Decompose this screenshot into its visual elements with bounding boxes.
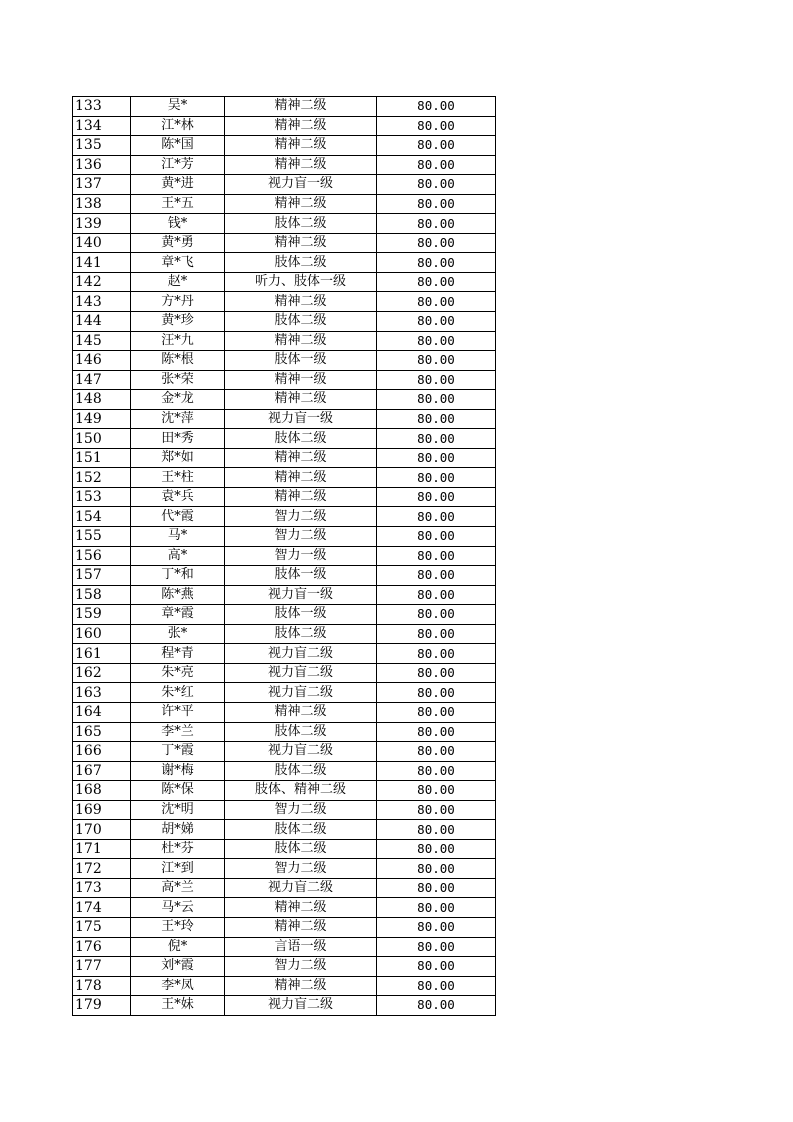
- name-cell: 沈*萍: [131, 409, 225, 429]
- amount-cell: 80.00: [377, 742, 496, 762]
- table-row: [73, 937, 496, 957]
- table-row: [73, 253, 496, 273]
- table-row: [73, 136, 496, 156]
- name-cell: 金*龙: [131, 390, 225, 410]
- disability-type-cell: 肢体、精神二级: [225, 781, 377, 801]
- row-number-cell: 167: [73, 761, 131, 781]
- amount-cell: 80.00: [377, 957, 496, 977]
- table-row: [73, 331, 496, 351]
- amount-cell: 80.00: [377, 312, 496, 332]
- name-cell: 高*: [131, 546, 225, 566]
- row-number-cell: 154: [73, 507, 131, 527]
- disability-type-cell: 肢体一级: [225, 351, 377, 371]
- table-row: [73, 976, 496, 996]
- name-cell: 吴*: [131, 97, 225, 117]
- amount-cell: 80.00: [377, 292, 496, 312]
- row-number-cell: 178: [73, 976, 131, 996]
- table-row: [73, 233, 496, 253]
- row-number-cell: 144: [73, 312, 131, 332]
- amount-cell: 80.00: [377, 605, 496, 625]
- disability-type-cell: 言语一级: [225, 937, 377, 957]
- disability-type-cell: 视力盲一级: [225, 409, 377, 429]
- amount-cell: 80.00: [377, 996, 496, 1016]
- disability-type-cell: 肢体一级: [225, 566, 377, 586]
- disability-type-cell: 精神二级: [225, 136, 377, 156]
- table-row: [73, 194, 496, 214]
- name-cell: 王*柱: [131, 468, 225, 488]
- row-number-cell: 156: [73, 546, 131, 566]
- amount-cell: 80.00: [377, 175, 496, 195]
- name-cell: 李*凤: [131, 976, 225, 996]
- disability-type-cell: 听力、肢体一级: [225, 272, 377, 292]
- table-row: [73, 957, 496, 977]
- amount-cell: 80.00: [377, 976, 496, 996]
- amount-cell: 80.00: [377, 898, 496, 918]
- name-cell: 谢*梅: [131, 761, 225, 781]
- name-cell: 张*: [131, 624, 225, 644]
- amount-cell: 80.00: [377, 722, 496, 742]
- name-cell: 马*: [131, 527, 225, 547]
- disability-type-cell: 智力二级: [225, 957, 377, 977]
- disability-type-cell: 视力盲二级: [225, 742, 377, 762]
- amount-cell: 80.00: [377, 136, 496, 156]
- amount-cell: 80.00: [377, 97, 496, 117]
- table-row: [73, 644, 496, 664]
- table-row: [73, 370, 496, 390]
- disability-type-cell: 精神二级: [225, 976, 377, 996]
- table-row: [73, 878, 496, 898]
- disability-type-cell: 肢体二级: [225, 214, 377, 234]
- name-cell: 王*五: [131, 194, 225, 214]
- amount-cell: 80.00: [377, 331, 496, 351]
- disability-type-cell: 精神二级: [225, 233, 377, 253]
- row-number-cell: 151: [73, 448, 131, 468]
- disability-type-cell: 精神二级: [225, 448, 377, 468]
- table-row: [73, 702, 496, 722]
- disability-type-cell: 智力二级: [225, 859, 377, 879]
- name-cell: 朱*红: [131, 683, 225, 703]
- amount-cell: 80.00: [377, 585, 496, 605]
- amount-cell: 80.00: [377, 546, 496, 566]
- disability-type-cell: 肢体二级: [225, 253, 377, 273]
- name-cell: 杜*芬: [131, 839, 225, 859]
- row-number-cell: 152: [73, 468, 131, 488]
- disability-type-cell: 精神二级: [225, 155, 377, 175]
- name-cell: 张*荣: [131, 370, 225, 390]
- row-number-cell: 171: [73, 839, 131, 859]
- amount-cell: 80.00: [377, 468, 496, 488]
- name-cell: 方*丹: [131, 292, 225, 312]
- name-cell: 李*兰: [131, 722, 225, 742]
- name-cell: 胡*娣: [131, 820, 225, 840]
- amount-cell: 80.00: [377, 683, 496, 703]
- disability-type-cell: 精神二级: [225, 194, 377, 214]
- disability-type-cell: 肢体二级: [225, 429, 377, 449]
- table-row: [73, 859, 496, 879]
- subsidy-table: [72, 96, 496, 1016]
- row-number-cell: 150: [73, 429, 131, 449]
- table-row: [73, 429, 496, 449]
- row-number-cell: 147: [73, 370, 131, 390]
- amount-cell: 80.00: [377, 233, 496, 253]
- disability-type-cell: 智力二级: [225, 507, 377, 527]
- row-number-cell: 161: [73, 644, 131, 664]
- disability-type-cell: 视力盲一级: [225, 585, 377, 605]
- name-cell: 陈*根: [131, 351, 225, 371]
- name-cell: 汪*九: [131, 331, 225, 351]
- table-row: [73, 663, 496, 683]
- disability-type-cell: 视力盲二级: [225, 683, 377, 703]
- row-number-cell: 165: [73, 722, 131, 742]
- amount-cell: 80.00: [377, 624, 496, 644]
- row-number-cell: 141: [73, 253, 131, 273]
- disability-type-cell: 视力盲二级: [225, 663, 377, 683]
- amount-cell: 80.00: [377, 116, 496, 136]
- name-cell: 程*青: [131, 644, 225, 664]
- disability-type-cell: 精神二级: [225, 116, 377, 136]
- table-row: [73, 605, 496, 625]
- amount-cell: 80.00: [377, 272, 496, 292]
- row-number-cell: 136: [73, 155, 131, 175]
- amount-cell: 80.00: [377, 370, 496, 390]
- name-cell: 黄*进: [131, 175, 225, 195]
- row-number-cell: 138: [73, 194, 131, 214]
- row-number-cell: 177: [73, 957, 131, 977]
- amount-cell: 80.00: [377, 761, 496, 781]
- amount-cell: 80.00: [377, 155, 496, 175]
- row-number-cell: 170: [73, 820, 131, 840]
- amount-cell: 80.00: [377, 351, 496, 371]
- table-row: [73, 742, 496, 762]
- name-cell: 赵*: [131, 272, 225, 292]
- table-row: [73, 839, 496, 859]
- name-cell: 王*妹: [131, 996, 225, 1016]
- disability-type-cell: 视力盲二级: [225, 878, 377, 898]
- table-row: [73, 800, 496, 820]
- amount-cell: 80.00: [377, 917, 496, 937]
- table-row: [73, 761, 496, 781]
- amount-cell: 80.00: [377, 878, 496, 898]
- disability-type-cell: 肢体二级: [225, 722, 377, 742]
- row-number-cell: 142: [73, 272, 131, 292]
- row-number-cell: 168: [73, 781, 131, 801]
- disability-type-cell: 精神二级: [225, 390, 377, 410]
- name-cell: 黄*珍: [131, 312, 225, 332]
- row-number-cell: 159: [73, 605, 131, 625]
- amount-cell: 80.00: [377, 702, 496, 722]
- table-body: [73, 97, 496, 1016]
- name-cell: 丁*霞: [131, 742, 225, 762]
- name-cell: 朱*亮: [131, 663, 225, 683]
- disability-type-cell: 智力二级: [225, 527, 377, 547]
- table-row: [73, 116, 496, 136]
- disability-type-cell: 视力盲二级: [225, 644, 377, 664]
- disability-type-cell: 精神二级: [225, 97, 377, 117]
- row-number-cell: 146: [73, 351, 131, 371]
- table-row: [73, 487, 496, 507]
- name-cell: 陈*保: [131, 781, 225, 801]
- row-number-cell: 163: [73, 683, 131, 703]
- table-row: [73, 351, 496, 371]
- row-number-cell: 158: [73, 585, 131, 605]
- table-row: [73, 390, 496, 410]
- row-number-cell: 173: [73, 878, 131, 898]
- name-cell: 江*林: [131, 116, 225, 136]
- name-cell: 马*云: [131, 898, 225, 918]
- table-row: [73, 292, 496, 312]
- table-row: [73, 214, 496, 234]
- table-row: [73, 312, 496, 332]
- row-number-cell: 164: [73, 702, 131, 722]
- row-number-cell: 162: [73, 663, 131, 683]
- row-number-cell: 139: [73, 214, 131, 234]
- table-row: [73, 409, 496, 429]
- amount-cell: 80.00: [377, 800, 496, 820]
- row-number-cell: 134: [73, 116, 131, 136]
- name-cell: 刘*霞: [131, 957, 225, 977]
- row-number-cell: 143: [73, 292, 131, 312]
- amount-cell: 80.00: [377, 390, 496, 410]
- amount-cell: 80.00: [377, 409, 496, 429]
- table-row: [73, 820, 496, 840]
- disability-type-cell: 精神一级: [225, 370, 377, 390]
- amount-cell: 80.00: [377, 839, 496, 859]
- table-row: [73, 917, 496, 937]
- disability-type-cell: 精神二级: [225, 331, 377, 351]
- table-row: [73, 722, 496, 742]
- amount-cell: 80.00: [377, 487, 496, 507]
- row-number-cell: 175: [73, 917, 131, 937]
- amount-cell: 80.00: [377, 507, 496, 527]
- table-row: [73, 507, 496, 527]
- name-cell: 郑*如: [131, 448, 225, 468]
- name-cell: 江*芳: [131, 155, 225, 175]
- name-cell: 陈*国: [131, 136, 225, 156]
- amount-cell: 80.00: [377, 781, 496, 801]
- table-row: [73, 898, 496, 918]
- name-cell: 章*霞: [131, 605, 225, 625]
- table-row: [73, 546, 496, 566]
- amount-cell: 80.00: [377, 448, 496, 468]
- name-cell: 丁*和: [131, 566, 225, 586]
- table-row: [73, 781, 496, 801]
- table-row: [73, 272, 496, 292]
- row-number-cell: 148: [73, 390, 131, 410]
- amount-cell: 80.00: [377, 194, 496, 214]
- row-number-cell: 176: [73, 937, 131, 957]
- name-cell: 沈*明: [131, 800, 225, 820]
- row-number-cell: 155: [73, 527, 131, 547]
- name-cell: 钱*: [131, 214, 225, 234]
- disability-type-cell: 精神二级: [225, 468, 377, 488]
- disability-type-cell: 精神二级: [225, 917, 377, 937]
- table-row: [73, 448, 496, 468]
- table-row: [73, 527, 496, 547]
- disability-type-cell: 肢体二级: [225, 839, 377, 859]
- table-row: [73, 155, 496, 175]
- name-cell: 许*平: [131, 702, 225, 722]
- name-cell: 江*到: [131, 859, 225, 879]
- table-row: [73, 585, 496, 605]
- amount-cell: 80.00: [377, 566, 496, 586]
- name-cell: 田*秀: [131, 429, 225, 449]
- name-cell: 高*兰: [131, 878, 225, 898]
- table-row: [73, 996, 496, 1016]
- name-cell: 王*玲: [131, 917, 225, 937]
- name-cell: 黄*勇: [131, 233, 225, 253]
- amount-cell: 80.00: [377, 859, 496, 879]
- row-number-cell: 160: [73, 624, 131, 644]
- amount-cell: 80.00: [377, 644, 496, 664]
- amount-cell: 80.00: [377, 663, 496, 683]
- disability-type-cell: 视力盲二级: [225, 996, 377, 1016]
- row-number-cell: 137: [73, 175, 131, 195]
- table-row: [73, 566, 496, 586]
- disability-type-cell: 肢体一级: [225, 605, 377, 625]
- row-number-cell: 179: [73, 996, 131, 1016]
- row-number-cell: 133: [73, 97, 131, 117]
- disability-type-cell: 精神二级: [225, 702, 377, 722]
- disability-type-cell: 肢体二级: [225, 624, 377, 644]
- row-number-cell: 140: [73, 233, 131, 253]
- name-cell: 倪*: [131, 937, 225, 957]
- row-number-cell: 149: [73, 409, 131, 429]
- disability-type-cell: 肢体二级: [225, 312, 377, 332]
- table-row: [73, 683, 496, 703]
- disability-type-cell: 智力二级: [225, 800, 377, 820]
- amount-cell: 80.00: [377, 820, 496, 840]
- amount-cell: 80.00: [377, 429, 496, 449]
- row-number-cell: 172: [73, 859, 131, 879]
- table-row: [73, 468, 496, 488]
- disability-type-cell: 肢体二级: [225, 820, 377, 840]
- table-row: [73, 175, 496, 195]
- row-number-cell: 166: [73, 742, 131, 762]
- name-cell: 袁*兵: [131, 487, 225, 507]
- amount-cell: 80.00: [377, 214, 496, 234]
- disability-type-cell: 精神二级: [225, 292, 377, 312]
- row-number-cell: 145: [73, 331, 131, 351]
- name-cell: 陈*燕: [131, 585, 225, 605]
- row-number-cell: 153: [73, 487, 131, 507]
- table-row: [73, 624, 496, 644]
- amount-cell: 80.00: [377, 527, 496, 547]
- name-cell: 章*飞: [131, 253, 225, 273]
- name-cell: 代*霞: [131, 507, 225, 527]
- disability-type-cell: 精神二级: [225, 898, 377, 918]
- amount-cell: 80.00: [377, 253, 496, 273]
- disability-type-cell: 精神二级: [225, 487, 377, 507]
- row-number-cell: 169: [73, 800, 131, 820]
- disability-type-cell: 视力盲一级: [225, 175, 377, 195]
- row-number-cell: 157: [73, 566, 131, 586]
- disability-type-cell: 智力一级: [225, 546, 377, 566]
- amount-cell: 80.00: [377, 937, 496, 957]
- row-number-cell: 135: [73, 136, 131, 156]
- row-number-cell: 174: [73, 898, 131, 918]
- disability-type-cell: 肢体二级: [225, 761, 377, 781]
- table-row: [73, 97, 496, 117]
